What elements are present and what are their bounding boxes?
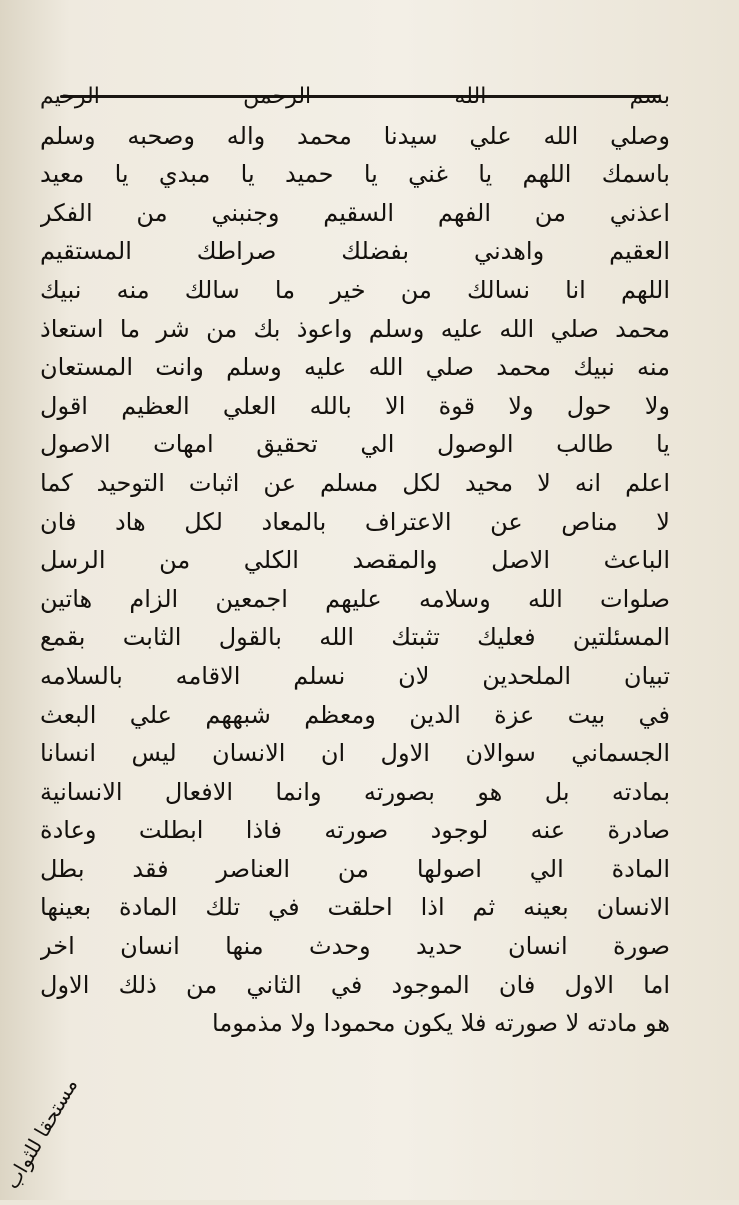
manuscript-line: منه نبيك محمد صلي الله عليه وسلم وانت المستعان xyxy=(40,353,670,382)
manuscript-line: لا مناص عن الاعتراف بالمعاد لكل هاد فان xyxy=(40,507,670,536)
manuscript-line: بسم الله الرحمن الرحيم xyxy=(40,84,670,109)
manuscript-line: وصلي الله علي سيدنا محمد واله وصحبه وسلم xyxy=(40,121,670,150)
manuscript-line: صورة انسان حديد وحدث منها انسان اخر xyxy=(40,932,670,961)
manuscript-line: يا طالب الوصول الي تحقيق امهات الاصول xyxy=(40,430,670,459)
manuscript-line: العقيم واهدني بفضلك صراطك المستقيم xyxy=(40,237,670,266)
manuscript-line: اما الاول فان الموجود في الثاني من ذلك الاول xyxy=(40,970,670,999)
manuscript-line: اعذني من الفهم السقيم وجنبني من الفكر xyxy=(40,198,670,227)
manuscript-line: المسئلتين فعليك تثبتك الله بالقول الثابت بقمع xyxy=(40,623,670,652)
manuscript-line: المادة الي اصولها من العناصر فقد بطل xyxy=(40,854,670,883)
manuscript-line: في بيت عزة الدين ومعظم شبههم علي البعث xyxy=(40,700,670,729)
manuscript-line: باسمك اللهم يا غني يا حميد يا مبدي يا معيد xyxy=(40,160,670,189)
catchword xyxy=(0,1074,210,1205)
manuscript-line: هو مادته لا صورته فلا يكون محمودا ولا مذموما xyxy=(212,1009,670,1038)
manuscript-line: الباعث الاصل والمقصد الكلي من الرسل xyxy=(40,546,670,575)
manuscript-line: صلوات الله وسلامه عليهم اجمعين الزام هاتين xyxy=(40,584,670,613)
manuscript-line: تبيان الملحدين لان نسلم الاقامه بالسلامه xyxy=(40,661,670,690)
manuscript-line: اعلم انه لا محيد لكل مسلم عن اثبات التوحيد كما xyxy=(40,468,670,497)
catchword-text: مستحقا للثواب xyxy=(0,1074,83,1193)
manuscript-line: اللهم انا نسالك من خير ما سالك منه نبيك xyxy=(40,275,670,304)
manuscript-line: الجسماني سوالان الاول ان الانسان ليس انسانا xyxy=(40,739,670,768)
manuscript-line: ولا حول ولا قوة الا بالله العلي العظيم اقول xyxy=(40,391,670,420)
manuscript-line: الانسان بعينه ثم اذا احلقت في تلك المادة بعينها xyxy=(40,893,670,922)
manuscript-line: صادرة عنه لوجود صورته فاذا ابطلت وعادة xyxy=(40,816,670,845)
manuscript-line: محمد صلي الله عليه وسلم واعوذ بك من شر ما استعاذ xyxy=(40,314,670,343)
manuscript-text xyxy=(40,78,670,1043)
manuscript-line: بمادته بل هو بصورته وانما الافعال الانسانية xyxy=(40,777,670,806)
